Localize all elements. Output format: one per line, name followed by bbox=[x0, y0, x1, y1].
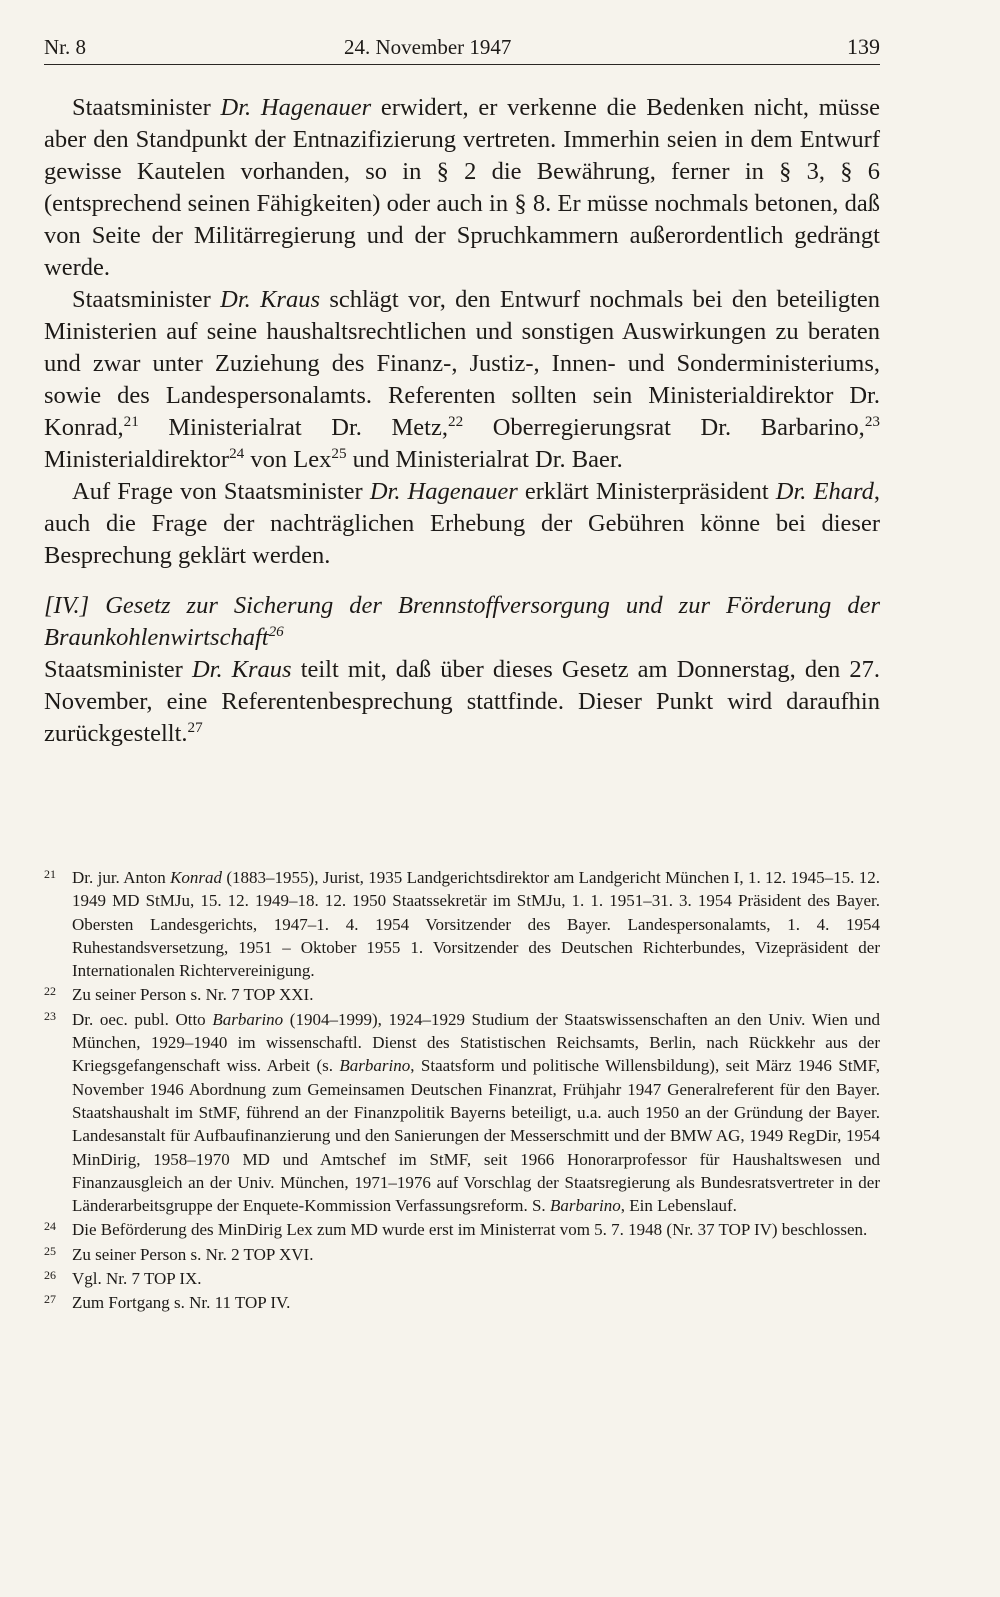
paragraph: Staatsminister Dr. Kraus schlägt vor, den Entwurf nochmals bei den beteiligten Ministerien auf seine haushaltsrechtlichen und sonstigen Auswirkungen zu beraten und zwar unter Zuziehung des Finanz-, Justiz-, Innen- und Sonderministeriums, sowie des Landespersonalamts. Referenten sollten sein Ministerialdirektor Dr. Konrad,$^{21}$ Ministerialrat Dr. Metz,$^{22}$ Oberregierungsrat Dr. Barbarino,$^{23}$ Ministerialdirektor$^{24}$ von Lex$^{25}$ und Ministerialrat Dr. Baer. bbox=[44, 286, 880, 473]
section-title: [IV.] Gesetz zur Sicherung der Brennstoffversorgung und zur Förderung der Braunkohlenwirtschaft$^{26}$ bbox=[44, 592, 880, 651]
footnotes bbox=[44, 866, 880, 1316]
footnote-ref: 27 bbox=[187, 718, 203, 736]
paragraph: Staatsminister Dr. Kraus teilt mit, daß über dieses Gesetz am Donnerstag, den 27. November, eine Referentenbesprechung stattfinde. Dieser Punkt wird daraufhin zurückgestellt.$^{27}$ bbox=[44, 656, 880, 747]
footnote-27: 27 Zum Fortgang s. Nr. 11 TOP IV. bbox=[44, 1291, 880, 1314]
person-name: Dr. Kraus bbox=[220, 286, 321, 313]
session-date: 24. November 1947 bbox=[344, 35, 512, 59]
person-name: Dr. Hagenauer bbox=[220, 94, 372, 121]
footnote-number: 26 bbox=[44, 1268, 56, 1283]
footnote-number: 25 bbox=[44, 1243, 56, 1258]
paragraph: Staatsminister Dr. Hagenauer erwidert, er verkenne die Bedenken nicht, müsse aber den Standpunkt der Entnazifizierung vertreten. Immerhin seien in dem Entwurf gewisse Kautelen vorhanden, so in § 2 die Bewährung, ferner in § 3, § 6 (entsprechend seinen Fähigkeiten) oder auch in § 8. Er müsse nochmals betonen, daß von Seite der Militärregierung und der Spruchkammern außerordentlich gedrängt werde. bbox=[44, 94, 880, 281]
person-name: Dr. Ehard bbox=[775, 478, 874, 505]
footnote-22: 22 Zu seiner Person s. Nr. 7 TOP XXI. bbox=[44, 983, 880, 1006]
footnote-ref: 21 bbox=[123, 412, 139, 430]
footnote-ref: 25 bbox=[331, 444, 347, 462]
issue-number: Nr. 8 bbox=[44, 35, 86, 59]
footnote-26: 26 Vgl. Nr. 7 TOP IX. bbox=[44, 1267, 880, 1290]
footnote-ref: 23 bbox=[864, 412, 880, 430]
footnote-number: 23 bbox=[44, 1008, 56, 1023]
footnote-ref: 26 bbox=[268, 622, 284, 640]
body-text bbox=[44, 92, 880, 750]
footnote-25: 25 Zu seiner Person s. Nr. 2 TOP XVI. bbox=[44, 1243, 880, 1266]
page-number: 139 bbox=[847, 34, 880, 59]
footnote-21: 21 Dr. jur. Anton Konrad (1883–1955), Jurist, 1935 Landgerichtsdirektor am Landgericht München I, 1. 12. 1945–15. 12. 1949 MD StMJu, 15. 12. 1949–18. 12. 1950 Staatssekretär im StMJu, 1. 1. 1951–31. 3. 1954 Präsident des Bayer. Obersten Landesgerichts, 1947–1. 4. 1954 Vorsitzender des Bayer. Landespersonalamts, 1. 4. 1954 Ruhestandsversetzung, 1951 – Oktober 1955 1. Vorsitzender des Deutschen Richterbundes, Vizepräsident der Internationalen Richtervereinigung. bbox=[44, 866, 880, 982]
footnote-number: 24 bbox=[44, 1219, 56, 1234]
running-head bbox=[44, 30, 880, 65]
footnote-ref: 22 bbox=[447, 412, 464, 430]
paragraph: Auf Frage von Staatsminister Dr. Hagenauer erklärt Ministerpräsident Dr. Ehard, auch die Frage der nachträglichen Erhebung der Gebühren könne bei dieser Besprechung geklärt werden. bbox=[44, 478, 880, 569]
person-name: Dr. Kraus bbox=[191, 656, 292, 683]
footnote-ref: 24 bbox=[229, 444, 245, 462]
footnote-24: 24 Die Beförderung des MinDirig Lex zum MD wurde erst im Ministerrat vom 5. 7. 1948 (Nr. 37 TOP IV) beschlossen. bbox=[44, 1218, 880, 1241]
footnote-23: 23 Dr. oec. publ. Otto Barbarino (1904–1999), 1924–1929 Studium der Staatswissenschaften an den Univ. Wien und München, 1929–1940 im wissenschaftl. Dienst des Statistischen Reichsamts, Berlin, nach Rückkehr aus der Kriegsgefangenschaft wiss. Arbeit (s. Barbarino, Staatsform und politische Willensbildung), seit März 1946 StMF, November 1946 Abordnung zum Gemeinsamen Deutschen Finanzrat, Frühjahr 1947 Generalreferent für den Bayer. Staatshaushalt im StMF, führend an der Finanzpolitik Bayerns beteiligt, u.a. auch 1950 an der Gründung der Bayer. Landesanstalt für Aufbaufinanzierung und den Sanierungen der Messerschmitt und der BMW AG, 1949 RegDir, 1954 MinDirig, 1958–1970 MD und Amtschef im StMF, seit 1966 Honorarprofessor für Haushaltswesen und Finanzausgleich an der Univ. München, 1971–1976 auf Vorschlag der Staatsregierung als Bundesratsvertreter in der Länderarbeitsgruppe der Enquete-Kommission Verfassungsreform. S. Barbarino, Ein Lebenslauf. bbox=[44, 1008, 880, 1218]
footnote-number: 27 bbox=[44, 1292, 56, 1307]
footnote-number: 22 bbox=[44, 984, 56, 999]
person-name: Dr. Hagenauer bbox=[369, 478, 518, 505]
footnote-number: 21 bbox=[44, 867, 56, 881]
